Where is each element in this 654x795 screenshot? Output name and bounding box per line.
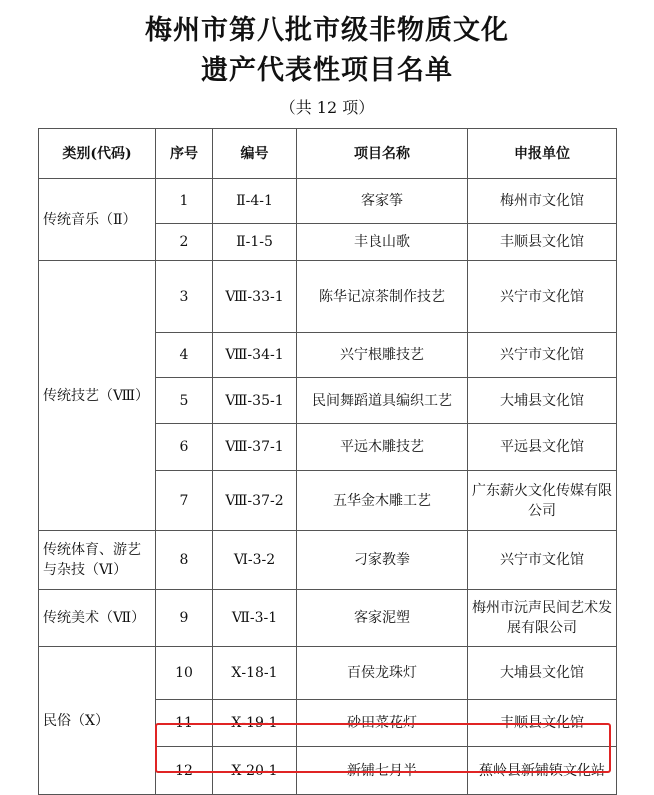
header-code: 编号 [213,129,297,179]
document-title-line-2: 遗产代表性项目名单 [201,55,453,86]
category-cell: 传统音乐（Ⅱ） [39,179,156,261]
row-applicant-unit: 蕉岭县新铺镇文化站 [468,747,617,795]
row-number: 11 [156,700,213,747]
row-number: 5 [156,378,213,424]
row-applicant-unit: 兴宁市文化馆 [468,333,617,378]
row-project-name: 新铺七月半 [297,747,468,795]
row-applicant-unit: 大埔县文化馆 [468,378,617,424]
header-applicant-unit: 申报单位 [468,129,617,179]
header-project-name: 项目名称 [297,129,468,179]
table-header-row [39,129,617,179]
document-title-line-1: 梅州市第八批市级非物质文化 [145,15,509,46]
category-cell: 传统技艺（Ⅷ） [39,261,156,531]
row-project-name: 客家筝 [297,179,468,224]
row-number: 12 [156,747,213,795]
row-project-name: 丰良山歌 [297,224,468,261]
row-project-name: 五华金木雕工艺 [297,471,468,531]
row-project-name: 陈华记凉茶制作技艺 [297,261,468,333]
heritage-list-table [38,128,617,795]
row-code: Ⅱ-1-5 [213,224,297,261]
item-count-subtitle: （共 12 项） [279,98,375,117]
category-cell: 民俗（Ⅹ） [39,647,156,795]
row-project-name: 砂田菜花灯 [297,700,468,747]
row-project-name: 百侯龙珠灯 [297,647,468,700]
row-applicant-unit: 丰顺县文化馆 [468,224,617,261]
header-number: 序号 [156,129,213,179]
category-cell: 传统体育、游艺与杂技（Ⅵ） [39,531,156,590]
row-applicant-unit: 丰顺县文化馆 [468,700,617,747]
row-code: Ⅹ-18-1 [213,647,297,700]
row-number: 3 [156,261,213,333]
table-row [39,531,617,590]
row-code: Ⅷ-33-1 [213,261,297,333]
row-code: Ⅷ-37-1 [213,424,297,471]
row-code: Ⅹ-20-1 [213,747,297,795]
row-number: 4 [156,333,213,378]
row-project-name: 客家泥塑 [297,590,468,647]
row-number: 6 [156,424,213,471]
row-code: Ⅷ-35-1 [213,378,297,424]
row-number: 9 [156,590,213,647]
row-applicant-unit: 兴宁市文化馆 [468,531,617,590]
row-code: Ⅱ-4-1 [213,179,297,224]
row-number: 8 [156,531,213,590]
category-cell: 传统美术（Ⅶ） [39,590,156,647]
row-applicant-unit: 梅州市沅声民间艺术发展有限公司 [468,590,617,647]
row-applicant-unit: 梅州市文化馆 [468,179,617,224]
row-project-name: 刁家教拳 [297,531,468,590]
row-number: 1 [156,179,213,224]
row-applicant-unit: 大埔县文化馆 [468,647,617,700]
header-category: 类别(代码) [39,129,156,179]
row-applicant-unit: 平远县文化馆 [468,424,617,471]
row-code: Ⅷ-34-1 [213,333,297,378]
table-row [39,647,617,700]
row-number: 7 [156,471,213,531]
table-row [39,179,617,224]
table-row [39,261,617,333]
row-code: Ⅷ-37-2 [213,471,297,531]
row-project-name: 平远木雕技艺 [297,424,468,471]
row-applicant-unit: 广东薪火文化传媒有限公司 [468,471,617,531]
table-row [39,590,617,647]
row-code: Ⅵ-3-2 [213,531,297,590]
row-code: Ⅶ-3-1 [213,590,297,647]
row-number: 2 [156,224,213,261]
row-code: Ⅹ-19-1 [213,700,297,747]
row-highlight-box [155,723,611,773]
row-applicant-unit: 兴宁市文化馆 [468,261,617,333]
row-number: 10 [156,647,213,700]
row-project-name: 兴宁根雕技艺 [297,333,468,378]
row-project-name: 民间舞蹈道具编织工艺 [297,378,468,424]
